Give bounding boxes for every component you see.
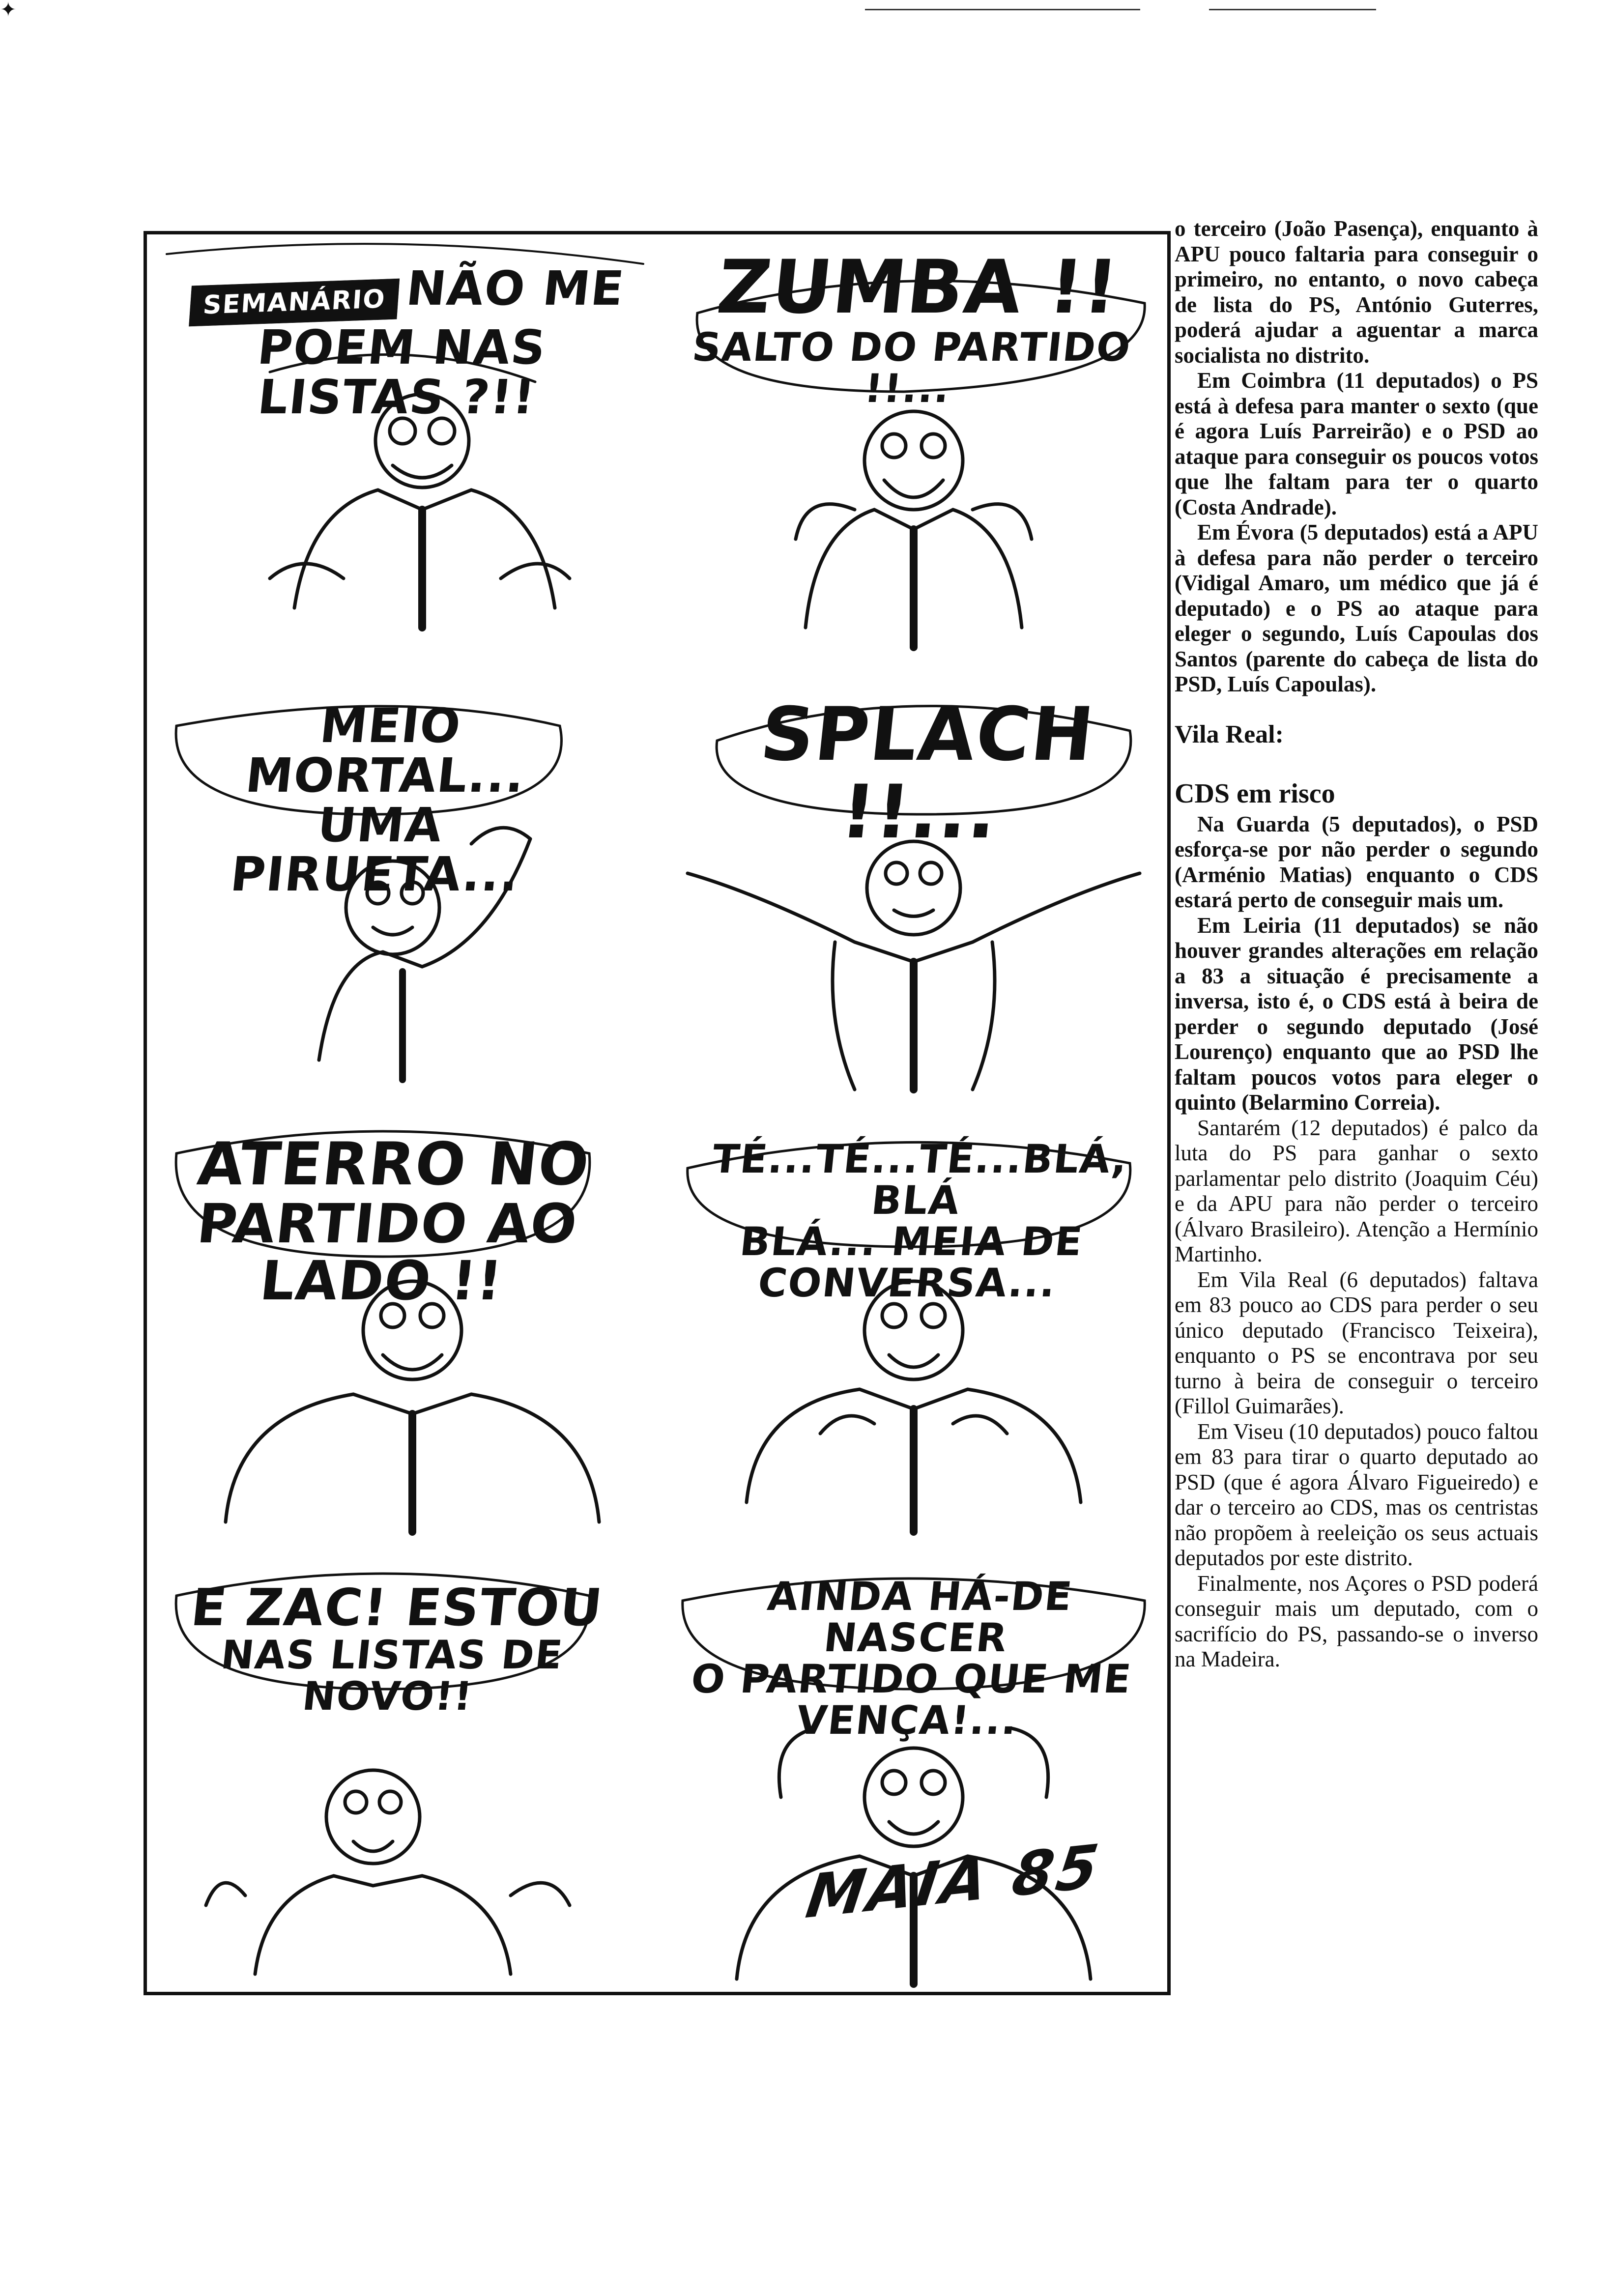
article-paragraph: Em Évora (5 deputados) está a APU à defesa para não perder o terceiro (Vidigal Amaro, um médico que já é deputado) e o PS ao ataque para eleger o segundo, Luís Capoulas dos Santos (parente do cabeça de lista do PSD, Luís Capoulas). (1175, 520, 1538, 696)
cartoon-panel-8 (658, 1542, 1169, 1994)
bubble-line: POEM NAS LISTAS ?!! (255, 319, 549, 425)
speech-bubble-2 (679, 245, 1148, 411)
article-column (1175, 216, 1538, 1672)
bubble-line: SPLACH !!... (756, 692, 1099, 855)
cartoonist-signature: MAIA 85 (802, 1832, 1105, 1932)
article-paragraph: Em Vila Real (6 deputados) faltava em 83 pouco ao CDS para perder o seu único deputado (Francisco Teixeira), enquanto o PS se encontrava por seu turno à beira de conseguir o terceiro (Fillol Guimarães). (1175, 1267, 1538, 1418)
article-paragraph: Em Leiria (11 deputados) se não houver grandes alterações em relação a 83 a situação é precisamente a inversa, isto é, o CDS está à beira de perder o segundo deputado (José Lourenço) enquanto que ao PSD lhe faltam poucos votos para eleger o quinto (Belarmino Correia). (1175, 913, 1538, 1115)
speech-bubble-3 (166, 698, 600, 902)
bubble-line: MEIO MORTAL... (243, 698, 528, 803)
speech-bubble-6 (684, 1136, 1143, 1306)
bubble-line: TÉ...TÉ...TÉ...BLÁ, BLÁ (710, 1136, 1130, 1223)
cartoon-panel-4 (658, 667, 1169, 1099)
newspaper-tag: SEMANÁRIO (189, 279, 400, 326)
bubble-line: SALTO DO PARTIDO !!... (690, 324, 1134, 411)
article-paragraph: Na Guarda (5 deputados), o PSD esforça-se por não perder o segundo (Arménio Matias) enquanto o CDS estará perto de conseguir mais um. (1175, 811, 1538, 912)
speech-bubble-8 (669, 1576, 1158, 1741)
article-subhead: CDS em risco (1175, 778, 1335, 809)
article-paragraph: Finalmente, nos Açores o PSD poderá conseguir mais um deputado, com o sacrifício do PS, passando-se o inverso na Madeira. (1175, 1571, 1538, 1671)
speech-bubble-4 (728, 692, 1118, 855)
cartoon-panel-5 (147, 1099, 658, 1542)
speech-bubble-1 (153, 261, 652, 425)
bubble-line: E ZAC! ESTOU (188, 1578, 606, 1637)
top-rule (1209, 9, 1376, 10)
article-paragraph: Em Viseu (10 deputados) pouco faltou em 83 para tirar o quarto deputado ao PSD (que é agora Álvaro Figueiredo) e dar o terceiro ao CDS, mas os centristas não propõem à reeleição os seus actuais deputados por este distrito. (1175, 1419, 1538, 1570)
cartoon-panel-1 (147, 234, 658, 677)
cartoon-panel-3 (147, 667, 658, 1099)
article-paragraph: Santarém (12 deputados) é palco da luta do PS para ganhar o sexto parlamentar pelo distrito (Joaquim Céu) e da APU para não perder o terceiro (Álvaro Brasileiro). Atenção a Hermínio Martinho. (1175, 1115, 1538, 1266)
article-subhead: Vila Real: (1175, 720, 1284, 748)
article-paragraph: o terceiro (João Pasença), enquanto à APU pouco faltaria para conseguir o primeiro, no entanto, o novo cabeça de lista do PS, António Guterres, poderá ajudar a aguentar a marca socialista no distrito. (1175, 216, 1538, 368)
bubble-line: NÃO ME (403, 261, 628, 316)
corner-mark: ✦ (0, 0, 17, 21)
bubble-line: PARTIDO AO LADO !! (194, 1192, 581, 1312)
cartoon-panel-2 (658, 234, 1169, 677)
article-paragraph: Em Coimbra (11 deputados) o PS está à defesa para manter o sexto (que é agora Luís Parreirão) e o PSD ao ataque para conseguir os poucos votos que lhe faltam para ter o quarto (Costa Andrade). (1175, 368, 1538, 519)
bubble-line: ATERRO NO (194, 1130, 593, 1199)
bubble-line: BLÁ... MEIA DE CONVERSA... (738, 1219, 1086, 1306)
cartoon-panel-6 (658, 1099, 1169, 1542)
bubble-line: UMA PIRUETA... (228, 797, 522, 902)
bubble-line: O PARTIDO QUE ME VENÇA!... (689, 1656, 1134, 1743)
speech-bubble-5 (167, 1130, 608, 1312)
bubble-line: AINDA HÁ-DE NASCER (765, 1574, 1075, 1661)
speech-bubble-7 (174, 1578, 611, 1720)
top-rule (865, 9, 1140, 10)
cartoon-panel-7 (147, 1542, 658, 1994)
bubble-line: ZUMBA !! (713, 245, 1123, 330)
cartoon-strip (144, 231, 1171, 1995)
bubble-line: NAS LISTAS DE NOVO!! (219, 1632, 566, 1720)
